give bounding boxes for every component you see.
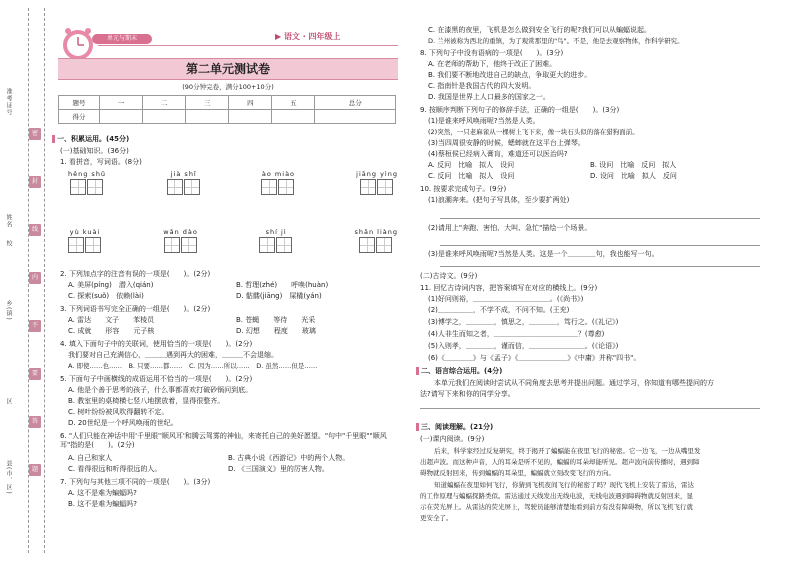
margin-label-county: 县(市、区): [5, 460, 12, 495]
subsection-heading: (二)古诗文。(9分): [420, 272, 478, 280]
passage-line: 出超声波。而这种声音，人的耳朵是听不见的，蝙蝠的耳朵却能听见。超声波向前传播时，遇到障: [420, 458, 700, 466]
page-title: 第二单元测试卷: [185, 62, 270, 76]
pinyin-item: [259, 228, 293, 253]
margin-label-town: 乡(镇): [5, 300, 12, 321]
option-b[interactable]: B. 苍蝇 等待 光采: [236, 316, 316, 324]
char-box[interactable]: [276, 237, 292, 253]
pinyin-text: jià shǐ: [170, 170, 197, 178]
char-box[interactable]: [360, 179, 376, 195]
poem-line-1[interactable]: (1)好问则裕，＿＿＿＿＿＿＿＿＿＿＿。(《尚书》): [428, 295, 584, 303]
pinyin-item: [167, 170, 201, 195]
option-a[interactable]: A. 美屏(píng) 潜入(qián): [68, 281, 154, 289]
binding-margin: [0, 0, 50, 561]
subsection-heading: (一)基础知识。(36分): [60, 147, 129, 155]
question-8: 8. 下列句子中没有语病的一项是( )。(3分): [420, 49, 564, 57]
option-a[interactable]: A. 自己和家人: [68, 454, 113, 462]
question-10-part-3: (3)是谁来呼风唤雨呢?当然是人类。这是一个＿＿＿＿句，我也能写一句。: [428, 250, 659, 258]
passage-line: 的工作原理与蝙蝠探路类似。雷达通过天线发出无线电波，无线电波遇到障碍物就反射回来，显: [420, 492, 693, 500]
subject-label: ▶ 语文 · 四年级上: [275, 32, 341, 41]
char-box[interactable]: [184, 179, 200, 195]
option-d[interactable]: D. 我国是世界上人口最多的国家之一。: [428, 93, 550, 101]
option-b[interactable]: B. 这不是难为蝙蝠吗?: [68, 500, 137, 508]
section-heading: [416, 423, 493, 432]
poem-line-2[interactable]: (2)＿＿＿＿＿，不学不成，不问不知。(王充): [428, 306, 570, 314]
score-cell[interactable]: [272, 110, 315, 124]
char-box[interactable]: [70, 179, 86, 195]
char-box[interactable]: [68, 237, 84, 253]
option-a[interactable]: A. 雷达 文子 苯棱员: [68, 316, 155, 324]
passage-line: 示在荧光屏上。从雷达的荧光屏上，驾驶员能够清楚地看到前方有没有障碍物，所以飞机飞行就: [420, 503, 693, 511]
question-9-sentence-3: (3)当四周很安静的时候，蟋蟀就在这平台上弹琴。: [428, 139, 585, 147]
question-9-sentence-2: (2)突然，一只老麻雀从一棵树上飞下来，像一块石头似的落在猎狗面前。: [428, 128, 639, 136]
option-c[interactable]: C. 看得很远和听得很远的人。: [68, 465, 162, 473]
question-9: 9. 按顺序判断下列句子的修辞手法，正确的一组是( )。(3分): [420, 106, 620, 114]
section-marker: [416, 367, 419, 375]
question-3: 3. 下列词语书写完全正确的一组是( )。(2分): [60, 305, 211, 313]
option-d[interactable]: D. 设问 比喻 拟人 反问: [590, 172, 677, 180]
answer-line[interactable]: [440, 218, 760, 219]
pinyin-text: hěng shǔ: [68, 170, 107, 178]
pinyin-item: [356, 170, 398, 195]
margin-label-name: 姓名: [5, 214, 12, 228]
option-c[interactable]: C. 在漆黑的夜里，飞机是怎么做到安全飞行的呢?我们可以从蝙蝠说起。: [428, 26, 652, 34]
option-c[interactable]: C. 反问 比喻 拟人 设问: [428, 172, 515, 180]
answer-line[interactable]: [440, 266, 760, 267]
question-2: 2. 下列加点字的注音有误的一项是( )。(2分): [60, 270, 211, 278]
pinyin-item: [68, 228, 102, 253]
pinyin-text: jiāng yìng: [356, 170, 398, 178]
seal-char: 线: [29, 224, 41, 236]
section-marker: [52, 135, 55, 143]
pinyin-text: shí jì: [265, 228, 287, 236]
seal-char: 要: [29, 368, 41, 380]
option-b[interactable]: B. 哲理(zhé) 呼唤(huàn): [236, 281, 329, 289]
pinyin-item: [354, 228, 398, 253]
char-box[interactable]: [164, 237, 180, 253]
pinyin-text: ào miào: [261, 170, 296, 178]
char-box[interactable]: [278, 179, 294, 195]
score-header-cell: 三: [186, 96, 229, 110]
score-table: [58, 95, 396, 124]
option-c[interactable]: C. 指南针是我国古代的四大发明。: [428, 82, 536, 90]
pinyin-text: yù kuài: [69, 228, 101, 236]
option-d[interactable]: D. 20世纪是一个呼风唤雨的世纪。: [68, 419, 178, 427]
score-header-cell: 五: [272, 96, 315, 110]
question-4-sentence: 我们要对自己充满信心，＿＿＿遇到再大的困难，＿＿＿不会退缩。: [68, 351, 278, 359]
question-4: 4. 填入下面句子中的关联词，使用恰当的一项是( )。(2分): [60, 340, 253, 348]
poem-line-3[interactable]: (3)博学之，＿＿＿＿，慎思之，＿＿＿＿，笃行之。(《礼记》): [428, 318, 619, 326]
option-a[interactable]: A. 他是个善于思考的孩子，什么事都喜欢打破砂锅问到底。: [68, 386, 253, 394]
score-header-cell: 一: [100, 96, 143, 110]
option-c[interactable]: C. 树叶纷纷被风吹得翻转不定。: [68, 408, 169, 416]
option-d[interactable]: D. 《三国演义》里的厉害人物。: [228, 465, 329, 473]
pinyin-text: wǎn dào: [163, 228, 198, 236]
option-b[interactable]: B. 古典小说《西游记》中的两个人物。: [228, 454, 350, 462]
question-6: 6. "人们只能在神话中用'千里眼''顺风耳'和腾云驾雾的神仙，来寄托自己的美好愿望。"句中"千里眼""顺风耳"指的是( )。(2分): [60, 432, 387, 449]
passage-line: 更安全了。: [420, 514, 453, 522]
pinyin-item: [68, 170, 106, 195]
section-heading: [52, 135, 129, 144]
score-cell[interactable]: [315, 110, 396, 124]
question-10-part-1: (1)浪潮奔来。(把句子写具体，至少要扩两处): [428, 196, 570, 204]
section-heading-text: 一、积累运用。(45分): [57, 135, 130, 143]
option-d[interactable]: D. 幻想 程度 玻璃: [236, 327, 316, 335]
section-heading: [416, 367, 502, 376]
question-9-sentence-4: (4)蔡桓侯已经病入膏肓，难道还可以医治吗?: [428, 150, 568, 158]
poem-line-6[interactable]: (6)《＿＿＿＿》与《孟子》《＿＿＿＿＿＿＿》《中庸》并称"四书"。: [428, 354, 641, 362]
option-d[interactable]: D. 兰州被称为西北的重镇，为了观赏那里的"鸟"。不是，他是去观察物体，作科学研究。: [428, 37, 684, 45]
section-marker: [416, 423, 419, 431]
section-heading-text: 三、阅读理解。(21分): [421, 423, 494, 431]
section-2-text: 法?请写下来和你的同学分享。: [420, 390, 515, 398]
pinyin-grid-row-1: [68, 170, 398, 195]
char-box[interactable]: [181, 237, 197, 253]
passage-line: 知道蝙蝠在夜里如何飞行，你猜到飞机夜间飞行的秘密了吗？现代飞机上安装了雷达，雷达: [434, 481, 694, 489]
option-a[interactable]: A. 这不是难为蝙蝠吗?: [68, 489, 137, 497]
score-cell[interactable]: [229, 110, 272, 124]
option-d[interactable]: D. 骷髅(jiāng) 屎橇(yán): [236, 292, 322, 300]
section-2-text: 本单元我们在阅读时尝试从不同角度去思考并提出问题。通过学习，你知道有哪些提问的方: [434, 379, 714, 387]
char-box[interactable]: [376, 237, 392, 253]
margin-label-district: 区: [5, 398, 12, 405]
option-b[interactable]: B. 我们要不断地改进自己的缺点，争取更大的进步。: [428, 71, 592, 79]
seal-char: 内: [29, 272, 41, 284]
margin-label-exam-number: 准考证号: [5, 88, 12, 116]
answer-line[interactable]: [440, 245, 760, 246]
question-9-sentence-1: (1)是谁来呼风唤雨呢?当然是人类。: [428, 117, 540, 125]
score-header-cell: 四: [229, 96, 272, 110]
char-box[interactable]: [85, 237, 101, 253]
seal-line-inner: [44, 8, 45, 553]
passage-line: 碍物就反射回来，传到蝙蝠的耳朵里，蝙蝠就立刻改变飞行的方向。: [420, 469, 615, 477]
option-b[interactable]: B. 教室里的桌椅横七竖八地摆放着，显得很整齐。: [68, 397, 225, 405]
char-box[interactable]: [359, 237, 375, 253]
question-5: 5. 下面句子中画横线的成语运用不恰当的一项是( )。(2分): [60, 375, 253, 383]
score-header-cell: 题号: [59, 96, 100, 110]
question-4-options[interactable]: A. 即使……也…… B. 只要……都…… C. 因为……所以…… D. 虽然……但是……: [68, 362, 318, 370]
seal-char: 答: [29, 416, 41, 428]
series-badge: 单元与期末: [92, 34, 152, 44]
poem-line-5[interactable]: (5)入则孝，＿＿＿＿，谨而信，＿＿＿＿＿＿＿＿。(《论语》): [428, 342, 619, 350]
char-box[interactable]: [259, 237, 275, 253]
char-box[interactable]: [87, 179, 103, 195]
question-7: 7. 下列句与其他三项不同的一项是( )。(3分): [60, 478, 211, 486]
option-b[interactable]: B. 设问 比喻 反问 拟人: [590, 161, 677, 169]
option-c[interactable]: C. 成就 形容 元子核: [68, 327, 155, 335]
char-box[interactable]: [377, 179, 393, 195]
question-10-part-2: (2)请用上"奔跑、害怕、大叫、急忙"描绘一个场景。: [428, 224, 592, 232]
score-header-cell: 二: [143, 96, 186, 110]
score-cell[interactable]: [186, 110, 229, 124]
page-subtitle: (90分钟完卷，满分100+10分): [182, 83, 274, 91]
option-a[interactable]: A. 反问 比喻 拟人 设问: [428, 161, 515, 169]
question-11: 11. 回忆古诗词内容，把答案填写在对应的横线上。(9分): [420, 284, 598, 292]
seal-char: 题: [29, 464, 41, 476]
question-10: 10. 按要求完成句子。(9分): [420, 185, 507, 193]
title-banner: [58, 58, 398, 80]
poem-line-4[interactable]: (4)人非生而知之者，＿＿＿＿＿＿＿＿＿＿＿＿？(尊愈): [428, 330, 605, 338]
seal-char: 不: [29, 320, 41, 332]
clock-icon: [60, 26, 96, 62]
seal-char: 密: [29, 128, 41, 140]
char-box[interactable]: [167, 179, 183, 195]
section-heading-text: 二、语言综合运用。(4分): [421, 367, 503, 375]
header-rule: [98, 45, 398, 46]
subsection-heading: (一)课内阅读。(9分): [420, 435, 485, 443]
pinyin-item: [163, 228, 198, 253]
score-cell[interactable]: [143, 110, 186, 124]
margin-label-school: 校: [5, 240, 12, 247]
pinyin-grid-row-2: [68, 228, 398, 253]
score-row-label: 得分: [59, 110, 100, 124]
answer-line[interactable]: [420, 408, 760, 409]
passage-line: 后来，科学家经过反复研究，终于揭开了蝙蝠能在夜里飞行的秘密。它一边飞，一边从嘴里发: [434, 447, 701, 455]
pinyin-text: shǎn liàng: [354, 228, 398, 236]
pinyin-item: [261, 170, 295, 195]
score-cell[interactable]: [100, 110, 143, 124]
char-box[interactable]: [261, 179, 277, 195]
score-header-cell: 总分: [315, 96, 396, 110]
seal-char: 封: [29, 176, 41, 188]
question-1: 1. 看拼音，写词语。(8分): [60, 158, 142, 166]
option-a[interactable]: A. 在老师的帮助下，他终于改正了困难。: [428, 60, 557, 68]
option-c[interactable]: C. 探索(suǒ) 依赖(lài): [68, 292, 144, 300]
